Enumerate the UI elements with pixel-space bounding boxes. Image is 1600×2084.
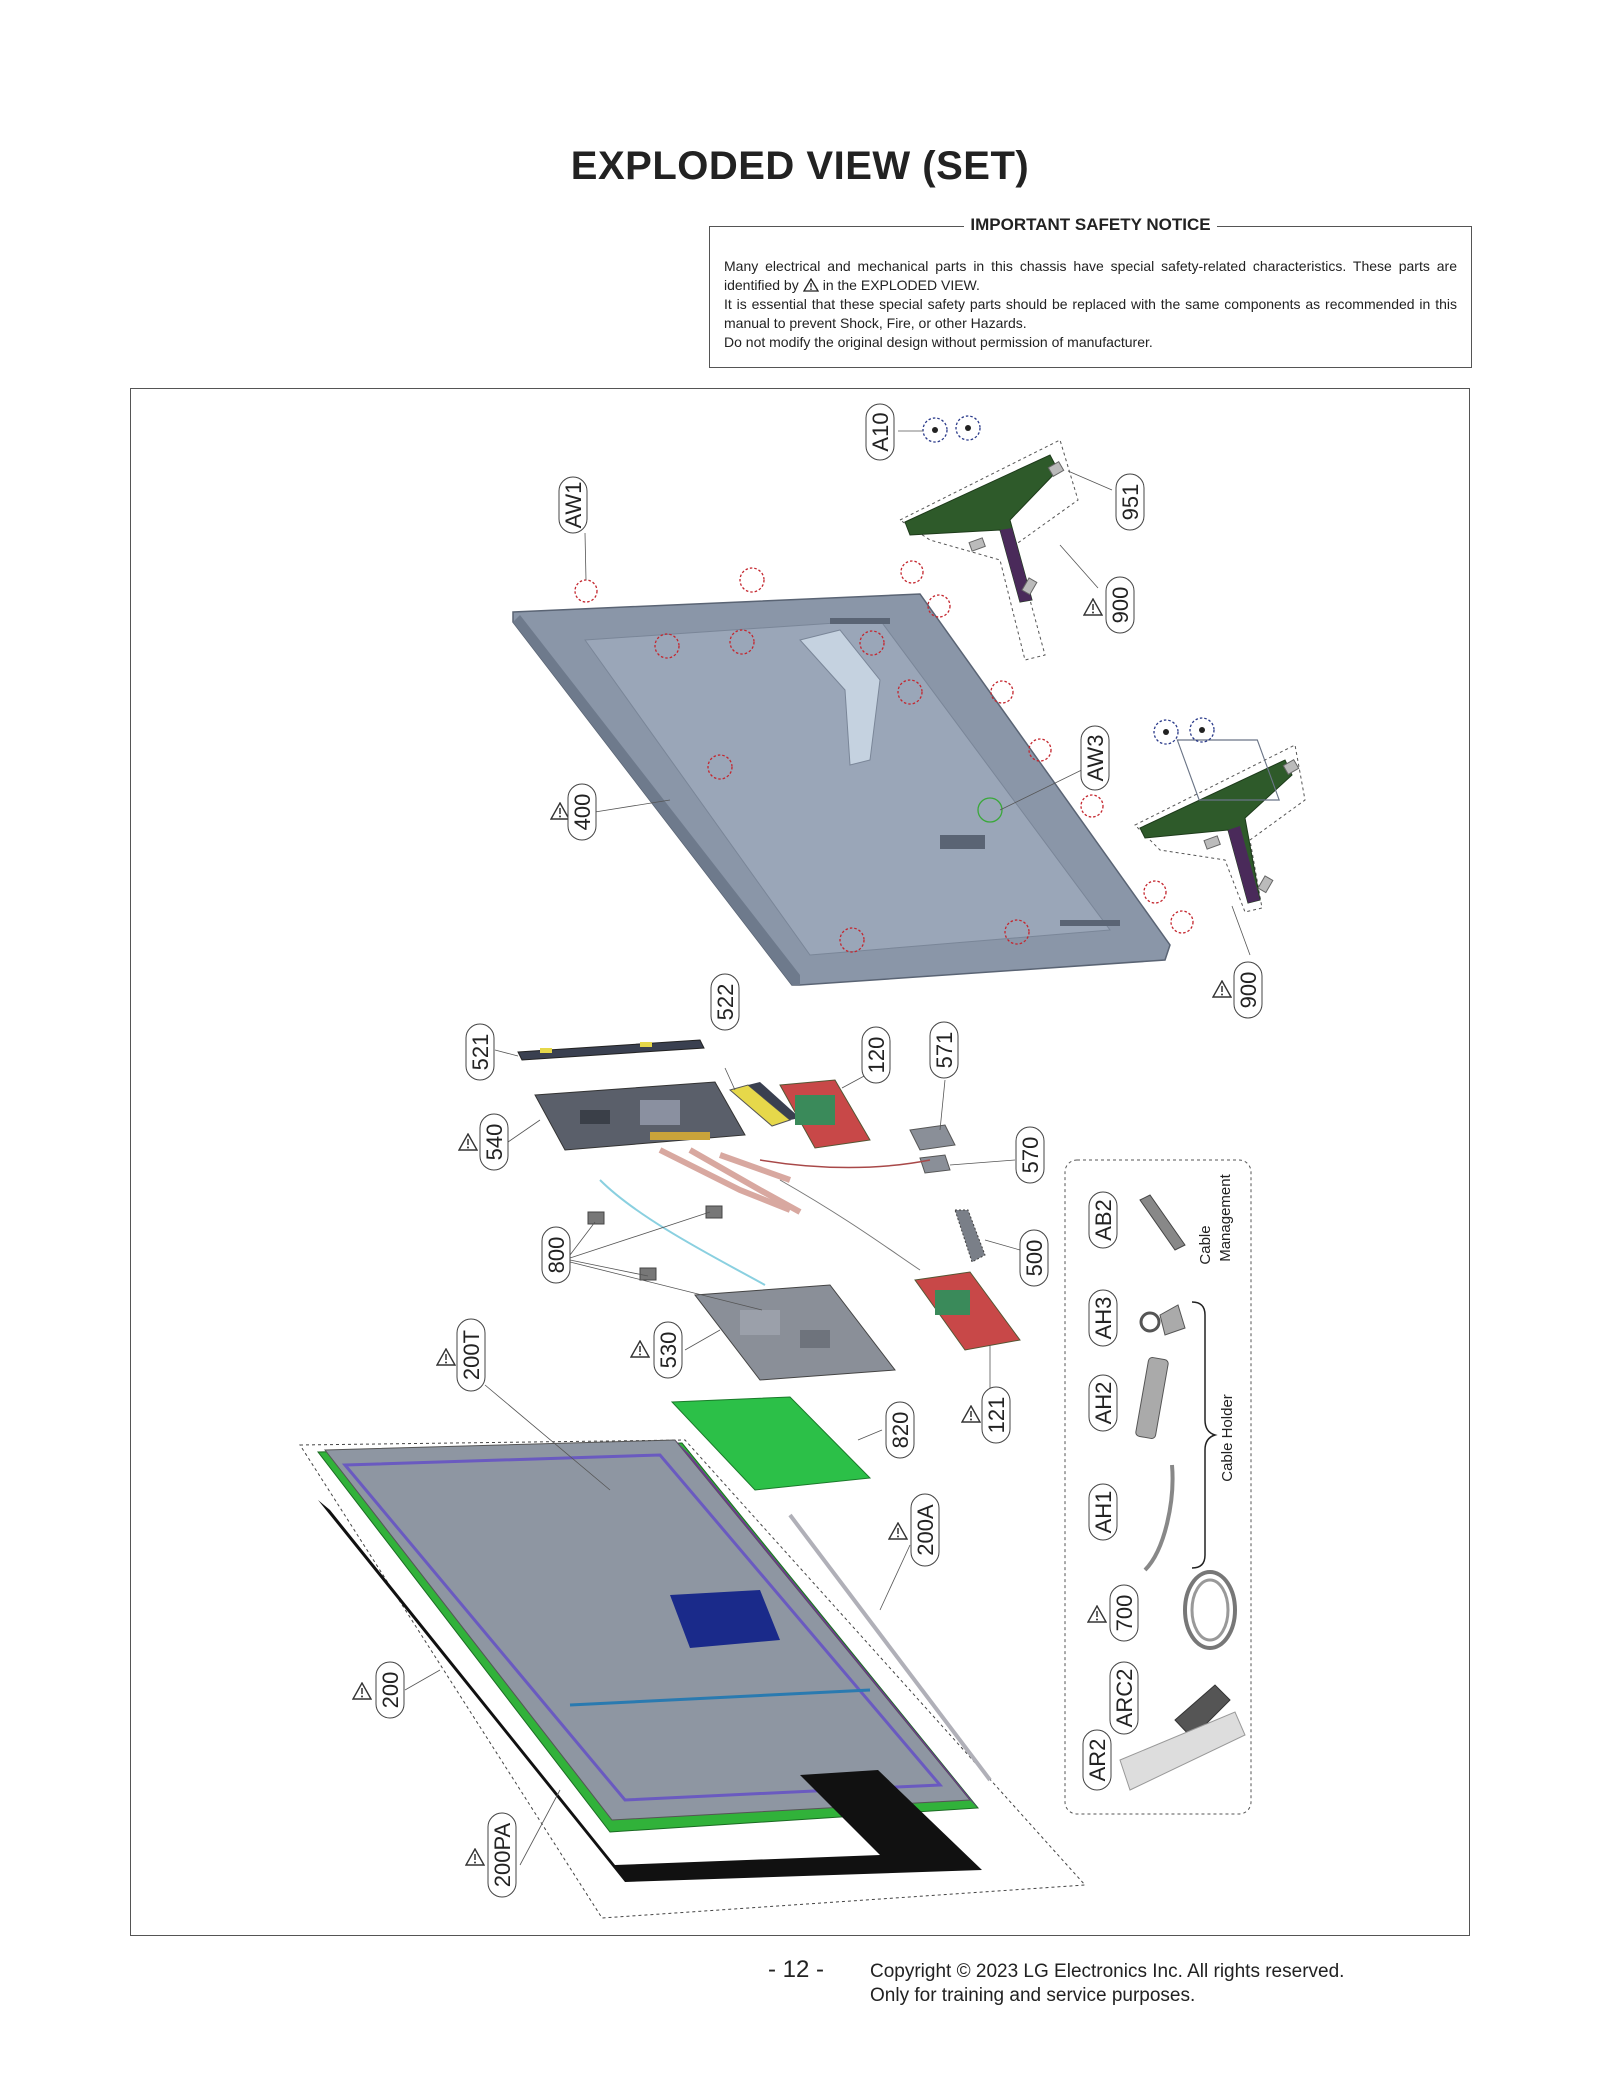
notice-line2: It is essential that these special safety parts should be replaced with the same components as recommended in this manual to prevent Shock, Fire, or other Hazards. <box>724 296 1457 331</box>
warning-icon-200A <box>889 1523 907 1539</box>
board-530 <box>695 1285 895 1380</box>
accessory-700 <box>1185 1572 1235 1648</box>
label-200A: 200A <box>913 1504 938 1556</box>
label-900a: 900 <box>1108 586 1133 624</box>
warning-icon-400 <box>551 803 569 819</box>
label-AH3: AH3 <box>1091 1296 1116 1340</box>
board-521 <box>518 1040 704 1060</box>
accessory-AH3 <box>1141 1305 1185 1335</box>
warning-icon-900b <box>1213 981 1231 997</box>
label-900b: 900 <box>1236 971 1261 1009</box>
accessory-captions <box>1197 1173 1236 1481</box>
caption-cable-1: Cable <box>1197 1225 1214 1265</box>
label-121: 121 <box>984 1396 1009 1434</box>
label-200PA: 200PA <box>490 1822 515 1888</box>
warning-icon-200T <box>437 1349 455 1365</box>
safety-notice-heading: IMPORTANT SAFETY NOTICE <box>710 215 1471 235</box>
notice-line1b: in the EXPLODED VIEW. <box>822 277 980 293</box>
label-200T: 200T <box>459 1329 484 1381</box>
back-cover <box>513 594 1279 985</box>
warning-icon-121 <box>962 1406 980 1422</box>
label-700: 700 <box>1112 1594 1137 1632</box>
part-570 <box>920 1155 950 1173</box>
label-820: 820 <box>888 1411 913 1449</box>
label-AW1: AW1 <box>561 481 586 529</box>
notice-line3: Do not modify the original design without permission of manufacturer. <box>724 334 1153 350</box>
label-200: 200 <box>378 1671 403 1709</box>
cable-holder-brace <box>1192 1302 1215 1568</box>
label-530: 530 <box>656 1331 681 1369</box>
copyright-line1: Copyright © 2023 LG Electronics Inc. All rights reserved. <box>870 1961 1345 1982</box>
label-522: 522 <box>713 983 738 1021</box>
accessory-AH1 <box>1145 1465 1173 1570</box>
label-521: 521 <box>468 1033 493 1071</box>
label-800: 800 <box>544 1236 569 1274</box>
copyright <box>870 1960 1344 2008</box>
label-500: 500 <box>1022 1239 1047 1277</box>
warning-icon-540 <box>459 1134 477 1150</box>
warning-icon-700 <box>1088 1606 1106 1622</box>
cables-ffc <box>600 1150 930 1285</box>
display-module <box>300 1440 1085 1918</box>
warning-icon-530 <box>631 1341 649 1357</box>
part-500 <box>955 1210 985 1262</box>
label-ARC2: ARC2 <box>1112 1668 1137 1728</box>
warning-icon-200 <box>353 1683 371 1699</box>
label-120: 120 <box>864 1036 889 1074</box>
label-570: 570 <box>1018 1136 1043 1174</box>
page-number: - 12 - <box>768 1956 825 1983</box>
bracket-571 <box>910 1125 955 1150</box>
label-AH2: AH2 <box>1091 1381 1116 1425</box>
warning-icon-900a <box>1084 599 1102 615</box>
copyright-line2: Only for training and service purposes. <box>870 1985 1196 2006</box>
label-AB2: AB2 <box>1091 1199 1116 1241</box>
label-AR2: AR2 <box>1085 1738 1110 1782</box>
label-A10: A10 <box>868 412 893 452</box>
notice-line1a: Many electrical and mechanical parts in this chassis have special safety-related characteristics. These parts are identified by <box>724 258 1457 293</box>
caption-cable-holder: Cable Holder <box>1219 1394 1236 1482</box>
warning-icon-200PA <box>466 1849 484 1865</box>
main-board-540 <box>535 1082 745 1150</box>
accessory-AH2 <box>1135 1357 1169 1439</box>
caption-cable-2: Management <box>1217 1174 1234 1262</box>
label-AH1: AH1 <box>1091 1490 1116 1534</box>
label-400: 400 <box>570 793 595 831</box>
stand-right <box>1135 745 1305 912</box>
label-951: 951 <box>1118 483 1143 521</box>
page-title: EXPLODED VIEW (SET) <box>570 144 1030 188</box>
power-board-121 <box>915 1272 1020 1350</box>
accessory-AB2 <box>1140 1195 1185 1250</box>
label-540: 540 <box>482 1123 507 1161</box>
label-571: 571 <box>932 1031 957 1069</box>
label-AW3: AW3 <box>1083 734 1108 782</box>
